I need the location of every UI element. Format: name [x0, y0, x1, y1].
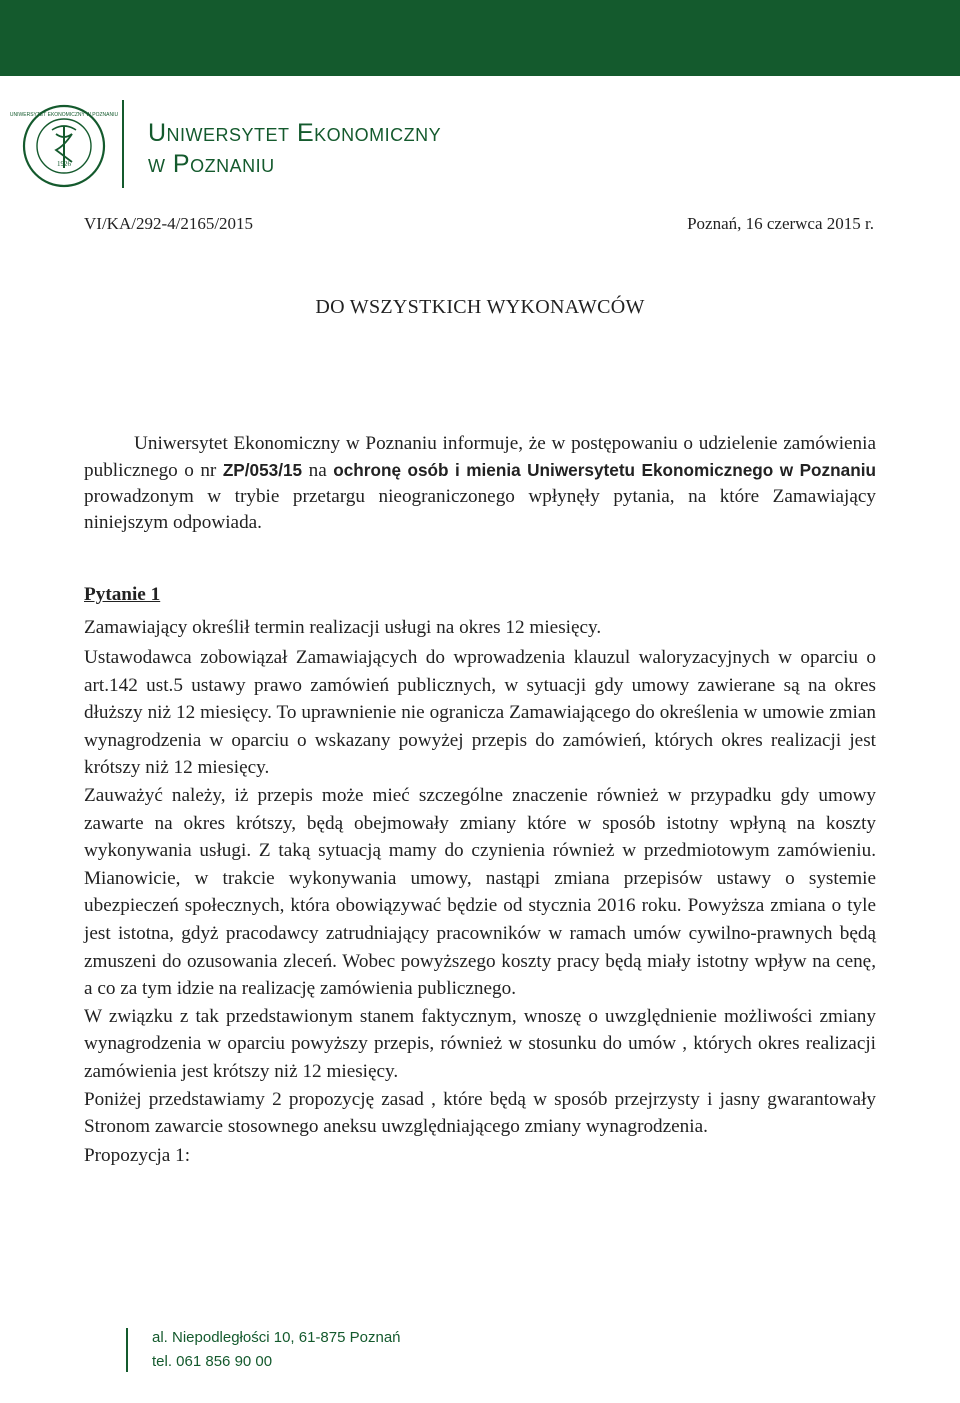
- footer-divider: [126, 1328, 128, 1372]
- top-green-bar: [0, 0, 960, 76]
- intro-paragraph: Uniwersytet Ekonomiczny w Poznaniu informuje, że w postępowaniu o udzielenie zamówienia publicznego o nr ZP/053/15 na ochronę osób i mienia Uniwersytetu Ekonomicznego w Poznaniu prowadzonym w trybie przetargu nieograniczonego wpłynęły pytania, na które Zamawiający niniejszym odpowiada.: [84, 433, 876, 533]
- svg-text:1926: 1926: [57, 160, 71, 168]
- footer-contact: [152, 1326, 401, 1374]
- letter-body: [84, 431, 876, 1169]
- question-paragraph: Ustawodawca zobowiązał Zamawiających do wprowadzenia klauzul waloryzacyjnych w oparciu o art.142 ust.5 ustawy prawo zamówień publicznych, w sytuacji gdy umowy zawierane są na okres dłuższy niż 12 miesięcy. To uprawnienie nie ogranicza Zamawiającego do określenia w umowie zmian wynagrodzenia w oparciu o wskazany powyżej przepis do zamówień, których okres realizacji jest krótszy niż 12 miesięcy.: [84, 647, 876, 779]
- recipients-heading: DO WSZYSTKICH WYKONAWCÓW: [315, 296, 645, 318]
- question-paragraph: Poniżej przedstawiamy 2 propozycję zasad , które będą w sposób przejrzysty i jasny gwarantowały Stronom zawarcie stosownego aneksu uwzględniającego zmiany wynagrodzenia.: [84, 1088, 876, 1138]
- university-name-line2: w Poznaniu: [148, 150, 275, 178]
- proposal-label: Propozycja 1:: [84, 1144, 191, 1166]
- question-title: Pytanie 1: [84, 584, 161, 605]
- document-date: Poznań, 16 czerwca 2015 r.: [687, 214, 874, 233]
- document-reference: VI/KA/292-4/2165/2015: [84, 214, 254, 233]
- logo-divider: [122, 100, 124, 188]
- question-paragraph: Zauważyć należy, iż przepis może mieć szczególne znaczenie również w przypadku gdy umowy zawarte na okres krótszy, będą obejmowały zmiany które w sposób istotny wpłyną na koszty wykonywania usługi. Z taką sytuacją mamy do czynienia również w przedmiotowym zamówieniu. Mianowicie, w trakcie wykonywania umowy, nastąpi zmiana przepisów ustawy o systemie ubezpieczeń społecznych, która obowiązywać będzie od stycznia 2016 roku. Powyższa zmiana o tyle jest istotna, gdyż pracodawcy zatrudniający pracowników w ramach umów cywilno-prawnych będą zmuszeni do ozusowania zleceń. Wobec powyższego koszty pracy będą miały istotny wpływ na cenę, a co za tym idzie na realizację zamówienia publicznego.: [84, 784, 876, 1000]
- university-name: [148, 118, 441, 180]
- question-paragraph: W związku z tak przedstawionym stanem faktycznym, wnoszę o uwzględnienie możliwości zmiany wynagrodzenia w oparciu powyższy przepis, również w stosunku do umów , których okres realizacji zamówienia jest krótszy niż 12 miesięcy.: [84, 1005, 876, 1082]
- university-name-line1: Uniwersytet Ekonomiczny: [148, 119, 442, 147]
- svg-text:UNIWERSYTET EKONOMICZNY W POZN: UNIWERSYTET EKONOMICZNY W POZNANIU: [9, 112, 119, 118]
- footer-address: al. Niepodległości 10, 61-875 Poznań: [152, 1329, 401, 1346]
- footer-phone: tel. 061 856 90 00: [152, 1353, 273, 1370]
- question-intro: Zamawiający określił termin realizacji usługi na okres 12 miesięcy.: [84, 617, 602, 638]
- university-seal-logo: [9, 104, 119, 188]
